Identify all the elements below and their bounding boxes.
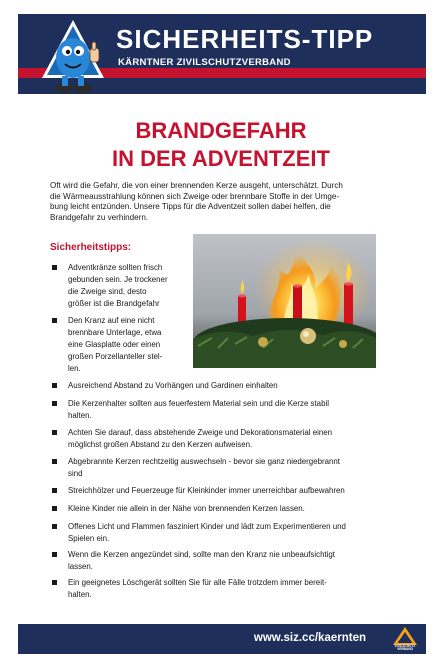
bullet-icon — [52, 265, 57, 270]
tip-line: Spielen ein. — [68, 534, 110, 543]
tip-line: Offenes Licht und Flammen fasziniert Kinder und lädt zum Experimentieren und — [68, 522, 346, 531]
tip-line: Ausreichend Abstand zu Vorhängen und Gardinen einhalten — [68, 381, 278, 390]
tip-line: Kleine Kinder nie allein in der Nähe von brennenden Kerzen lassen. — [68, 504, 305, 513]
bullet-icon — [52, 430, 57, 435]
intro-line: die Wärmeausstrahlung können sich Zweige oder brennbare Stoffe in der Umge- — [50, 191, 340, 201]
tip-line: gebunden sein. Je trockener — [68, 275, 168, 284]
mascot-icon — [38, 18, 108, 98]
footer-logo-text: VERBAND — [397, 647, 413, 652]
footer-url-link[interactable]: www.siz.cc/kaernten — [253, 632, 366, 644]
tip-line: Den Kranz auf eine nicht — [68, 316, 155, 325]
headline-line-2: IN DER ADVENTZEIT — [112, 146, 330, 171]
bullet-icon — [52, 506, 57, 511]
bullet-icon — [52, 552, 57, 557]
tip-line: Ein geeignetes Löschgerät sollten Sie für alle Fälle trotzdem immer bereit- — [68, 578, 327, 587]
intro-line: Brandgefahr zu verhindern. — [50, 212, 149, 222]
tip-line: brennbare Unterlage, etwa — [68, 328, 162, 337]
tip-line: Wenn die Kerzen angezündet sind, sollte man den Kranz nie unbeaufsichtigt — [68, 550, 335, 559]
headline-line-1: BRANDGEFAHR — [135, 118, 307, 143]
footer-logo-caption — [390, 645, 420, 652]
bullet-icon — [52, 401, 57, 406]
tips-heading: Sicherheitstipps: — [50, 242, 132, 253]
intro-line: bung leicht entzünden. Unsere Tipps für die Adventzeit sollen dabei helfen, die — [50, 202, 331, 212]
list-item-tip-1 — [52, 262, 192, 312]
tip-line: die Zweige sind, desto — [68, 287, 147, 296]
tip-line: lassen. — [68, 562, 94, 571]
tip-line: Abgebrannte Kerzen rechtzeitig auswechseln - bevor sie ganz niedergebrannt — [68, 457, 340, 466]
bullet-icon — [52, 524, 57, 529]
tip-line: größer ist die Brandgefahr — [68, 299, 160, 308]
tip-line: eine Glasplatte oder einen — [68, 340, 161, 349]
tip-line: möglichst großen Abstand zu den Kerzen aufweisen. — [68, 440, 253, 449]
burning-advent-wreath-image — [193, 234, 376, 368]
intro-paragraph — [50, 181, 400, 223]
footer-logo-text: ZIVILSCHUTZ — [394, 644, 416, 648]
tip-line: halten. — [68, 590, 92, 599]
header-banner — [18, 14, 426, 94]
tip-line: Die Kerzenhalter sollten aus feuerfestem Material sein und die Kerze stabil — [68, 399, 329, 408]
list-item-tip-2 — [52, 315, 192, 377]
bullet-icon — [52, 580, 57, 585]
bullet-icon — [52, 459, 57, 464]
header-title: SICHERHEITS-TIPP — [116, 24, 374, 54]
bullet-icon — [52, 383, 57, 388]
intro-line: Oft wird die Gefahr, die von einer brennenden Kerze ausgeht, unterschätzt. Durch — [50, 181, 343, 190]
bullet-icon — [52, 318, 57, 323]
tip-line: len. — [68, 364, 81, 373]
tip-line: halten. — [68, 411, 92, 420]
tip-line: großen Porzellanteller stel- — [68, 352, 163, 361]
tip-line: Adventkränze sollten frisch — [68, 263, 163, 272]
tip-line: Achten Sie darauf, dass abstehende Zweige und Dekorationsmaterial einen — [68, 428, 333, 437]
header-subtitle: KÄRNTNER ZIVILSCHUTZVERBAND — [118, 57, 291, 68]
tip-line: Streichhölzer und Feuerzeuge für Kleinkinder immer unerreichbar aufbewahren — [68, 486, 345, 495]
bullet-icon — [52, 488, 57, 493]
tip-line: sind — [68, 469, 83, 478]
footer-bar — [18, 624, 426, 654]
